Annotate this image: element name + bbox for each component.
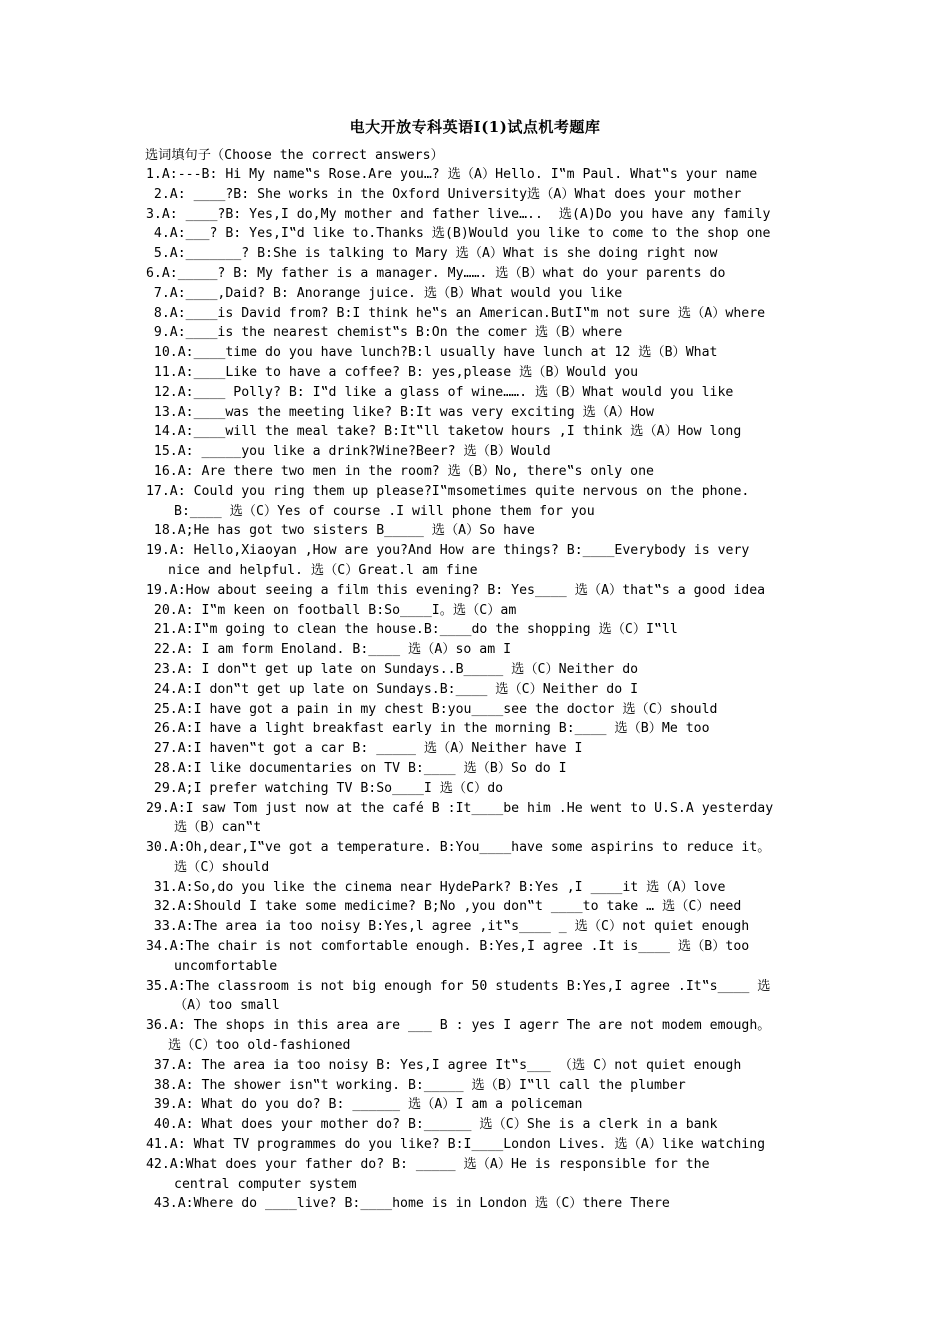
question-line: 43.A:Where do ____live? B:____home is in London 选（C）there There [138, 1196, 670, 1212]
question-item [138, 1076, 818, 1096]
question-item [138, 185, 818, 205]
section-heading: 选词填句子（Choose the correct answers） [145, 148, 444, 163]
question-line: 15.A: _____you like a drink?Wine?Beer? 选（B）Would [138, 444, 551, 460]
question-line: 33.A:The area ia too noisy B:Yes,l agree ,it‟s____ _ 选（C）not quiet enough [138, 919, 750, 935]
question-line: 40.A: What does your mother do? B:______ 选（C）She is a clerk in a bank [138, 1117, 718, 1133]
question-line: 11.A:____Like to have a coffee? B: yes,please 选（B）Would you [138, 364, 639, 380]
question-line: 39.A: What do you do? B: ______ 选（A）I am a policeman [138, 1097, 583, 1113]
question-line: 28.A:I like documentaries on TV B:____ 选（B）So do I [138, 760, 567, 776]
question-item [138, 541, 818, 581]
question-item [138, 680, 818, 700]
question-item [138, 779, 818, 799]
question-item [138, 1194, 818, 1214]
question-item [138, 739, 818, 759]
question-line: 37.A: The area ia too noisy B: Yes,I agree It‟s___ （选 C）not quiet enough [138, 1057, 742, 1073]
question-line: 4.A:___? B: Yes,I‟d like to.Thanks 选(B)Would you like to come to the shop one [138, 226, 771, 242]
question-line: 3.A: ____?B: Yes,I do,My mother and father live….. 选(A)Do you have any family [138, 206, 771, 222]
question-item [138, 205, 818, 225]
question-line: 24.A:I don‟t get up late on Sundays.B:____ 选（C）Neither do I [138, 681, 639, 697]
question-line: 32.A:Should I take some medicime? B;No ,you don‟t ____to take … 选（C）need [138, 899, 742, 915]
document-title: 电大开放专科英语Ⅰ(1)试点机考题库 [349, 118, 601, 136]
question-line: 23.A: I don‟t get up late on Sundays..B_____ 选（C）Neither do [138, 661, 639, 677]
question-line: 35.A:The classroom is not big enough for 50 students B:Yes,I agree .It‟s____ 选 [138, 978, 771, 994]
question-item [138, 165, 818, 185]
question-item [138, 660, 818, 680]
question-item [138, 363, 818, 383]
question-line: 2.A: ____?B: She works in the Oxford University选（A）What does your mother [138, 186, 742, 202]
question-line: 9.A:____is the nearest chemist‟s B:On the comer 选（B）where [138, 325, 623, 341]
question-continuation: 选（C）too old-fashioned [168, 1038, 351, 1054]
question-item [138, 1135, 818, 1155]
question-line: 18.A;He has got two sisters B_____ 选（A）So have [138, 523, 535, 539]
question-line: 22.A: I am form Enoland. B:____ 选（A）so am I [138, 642, 512, 658]
question-line: 5.A:_______? B:She is talking to Mary 选（A）What is she doing right now [138, 246, 718, 262]
question-item [138, 1115, 818, 1135]
question-item [138, 1016, 818, 1056]
question-item [138, 838, 818, 878]
question-line: 1.A:---B: Hi My name‟s Rose.Are you…? 选（A）Hello. I‟m Paul. What‟s your name [138, 167, 758, 182]
question-line: 10.A:____time do you have lunch?B:l usually have lunch at 12 选（B）What [138, 345, 718, 361]
question-continuation: central computer system [174, 1176, 357, 1192]
question-item [138, 581, 818, 601]
question-item [138, 937, 818, 977]
question-item [138, 383, 818, 403]
question-line: 31.A:So,do you like the cinema near HydePark? B:Yes ,I ____it 选（A）love [138, 879, 726, 895]
question-continuation: nice and helpful. 选（C）Great.l am fine [168, 562, 478, 578]
question-line: 29.A:I saw Tom just now at the café B :It____be him .He went to U.S.A yesterday [138, 800, 774, 816]
question-line: 16.A: Are there two men in the room? 选（B）No, there‟s only one [138, 463, 654, 479]
question-item [138, 422, 818, 442]
question-line: 19.A: Hello,Xiaoyan ,How are you?And How are things? B:____Everybody is very [138, 543, 750, 559]
question-list [138, 165, 818, 1214]
question-item [138, 244, 818, 264]
question-item [138, 719, 818, 739]
question-continuation: uncomfortable [174, 958, 278, 974]
question-line: 12.A:____ Polly? B: I‟d like a glass of wine……. 选（B）What would you like [138, 384, 734, 400]
question-line: 14.A:____will the meal take? B:It‟ll taketow hours ,I think 选（A）How long [138, 424, 742, 440]
question-line: 21.A:I‟m going to clean the house.B:____do the shopping 选（C）I‟ll [138, 622, 678, 638]
question-line: 29.A;I prefer watching TV B:So____I 选（C）do [138, 780, 504, 796]
question-item [138, 521, 818, 541]
question-line: 8.A:____is David from? B:I think he‟s an American.ButI‟m not sure 选（A）where [138, 305, 766, 321]
question-continuation: 选（C）should [174, 859, 270, 875]
question-item [138, 878, 818, 898]
question-item [138, 304, 818, 324]
question-line: 13.A:____was the meeting like? B:It was very exciting 选（A）How [138, 404, 654, 420]
question-line: 38.A: The shower isn‟t working. B:_____ 选（B）I‟ll call the plumber [138, 1077, 686, 1093]
question-line: 41.A: What TV programmes do you like? B:I____London Lives. 选（A）like watching [138, 1137, 766, 1153]
question-item [138, 799, 818, 839]
question-item [138, 759, 818, 779]
question-line: 19.A:How about seeing a film this evening? B: Yes____ 选（A）that‟s a good idea [138, 582, 766, 598]
question-line: 34.A:The chair is not comfortable enough. B:Yes,I agree .It is____ 选（B）too [138, 939, 750, 955]
question-item [138, 323, 818, 343]
question-item [138, 620, 818, 640]
question-line: 42.A:What does your father do? B: _____ 选（A）He is responsible for the [138, 1156, 710, 1172]
question-item [138, 640, 818, 660]
question-item [138, 1155, 818, 1195]
question-continuation: B:____ 选（C）Yes of course .I will phone them for you [174, 503, 595, 519]
question-item [138, 442, 818, 462]
question-line: 6.A:_____? B: My father is a manager. My……. 选（B）what do your parents do [138, 265, 726, 281]
question-item [138, 897, 818, 917]
question-line: 27.A:I haven‟t got a car B: _____ 选（A）Neither have I [138, 741, 583, 757]
question-line: 7.A:____,Daid? B: Anorange juice. 选（B）What would you like [138, 285, 623, 301]
question-item [138, 403, 818, 423]
question-item [138, 482, 818, 522]
question-item [138, 977, 818, 1017]
question-item [138, 601, 818, 621]
question-line: 36.A: The shops in this area are ___ B : yes I agerr The are not modem emough。 [138, 1018, 771, 1034]
question-line: 30.A:Oh,dear,I‟ve got a temperature. B:You____have some aspirins to reduce it。 [138, 840, 771, 856]
question-continuation: （A）too small [174, 998, 280, 1014]
question-item [138, 1095, 818, 1115]
question-item [138, 264, 818, 284]
question-line: 20.A: I‟m keen on football B:So____I。选（C）am [138, 602, 517, 618]
question-item [138, 1056, 818, 1076]
question-item [138, 343, 818, 363]
question-item [138, 224, 818, 244]
question-line: 26.A:I have a light breakfast early in the morning B:____ 选（B）Me too [138, 721, 710, 737]
question-line: 17.A: Could you ring them up please?I‟msometimes quite nervous on the phone. [138, 483, 750, 499]
question-item [138, 917, 818, 937]
question-item [138, 284, 818, 304]
question-line: 25.A:I have got a pain in my chest B:you____see the doctor 选（C）should [138, 701, 718, 717]
question-item [138, 462, 818, 482]
question-item [138, 700, 818, 720]
question-continuation: 选（B）can‟t [174, 820, 262, 836]
